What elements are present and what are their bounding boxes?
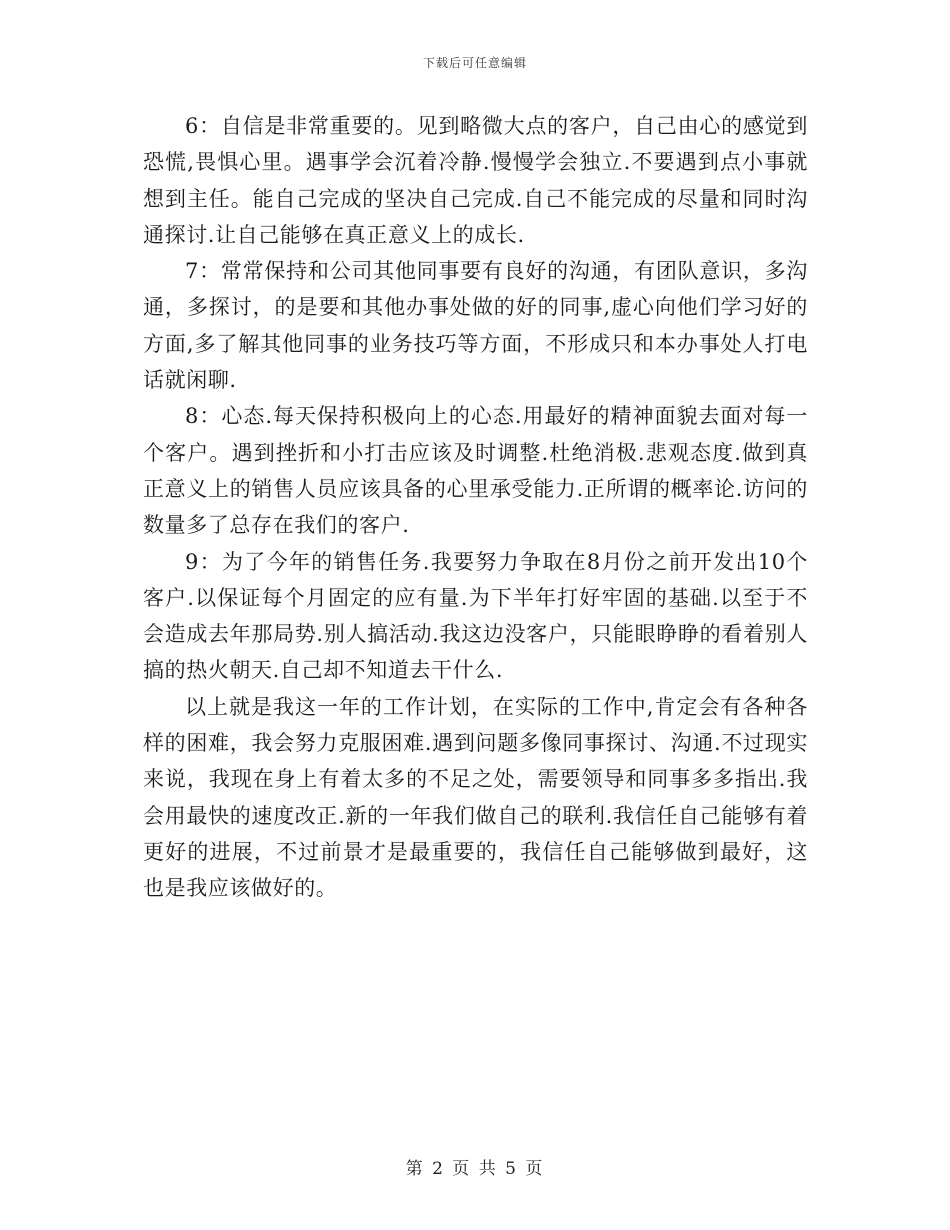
paragraph-item-6: 6：自信是非常重要的。见到略微大点的客户，自己由心的感觉到恐慌,畏惧心里。遇事学会沉着冷静.慢慢学会独立.不要遇到点小事就想到主任。能自己完成的坚决自己完成.自己不能完成的尽量和同时沟通探讨.让自己能够在真正意义上的成长. (143, 114, 808, 247)
paragraph-item-9: 9：为了今年的销售任务.我要努力争取在8月份之前开发出10个客户.以保证每个月固定的应有量.为下半年打好牢固的基础.以至于不会造成去年那局势.别人搞活动.我这边没客户，只能眼睁睁的看着别人搞的热火朝天.自己却不知道去干什么. (143, 549, 808, 683)
paragraph-conclusion: 以上就是我这一年的工作计划，在实际的工作中,肯定会有各种各样的困难，我会努力克服困难.遇到问题多像同事探讨、沟通.不过现实来说，我现在身上有着太多的不足之处，需要领导和同事多多指出.我会用最快的速度改正.新的一年我们做自己的联利.我信任自己能够有着更好的进展，不过前景才是最重要的，我信任自己能够做到最好，这也是我应该做好的。 (143, 694, 808, 901)
page-header: 下载后可任意编辑 (422, 56, 527, 70)
paragraph-item-8: 8：心态.每天保持积极向上的心态.用最好的精神面貌去面对每一个客户。遇到挫折和小打击应该及时调整.杜绝消极.悲观态度.做到真正意义上的销售人员应该具备的心里承受能力.正所谓的概率论.访问的数量多了总存在我们的客户. (143, 404, 808, 538)
document-body (143, 108, 808, 907)
paragraph-item-7: 7：常常保持和公司其他同事要有良好的沟通，有团队意识，多沟通，多探讨，的是要和其他办事处做的好的同事,虚心向他们学习好的方面,多了解其他同事的业务技巧等方面，不形成只和本办事处人打电话就闲聊. (143, 259, 808, 393)
page-number-footer: 第 2 页 共 5 页 (405, 1159, 545, 1179)
